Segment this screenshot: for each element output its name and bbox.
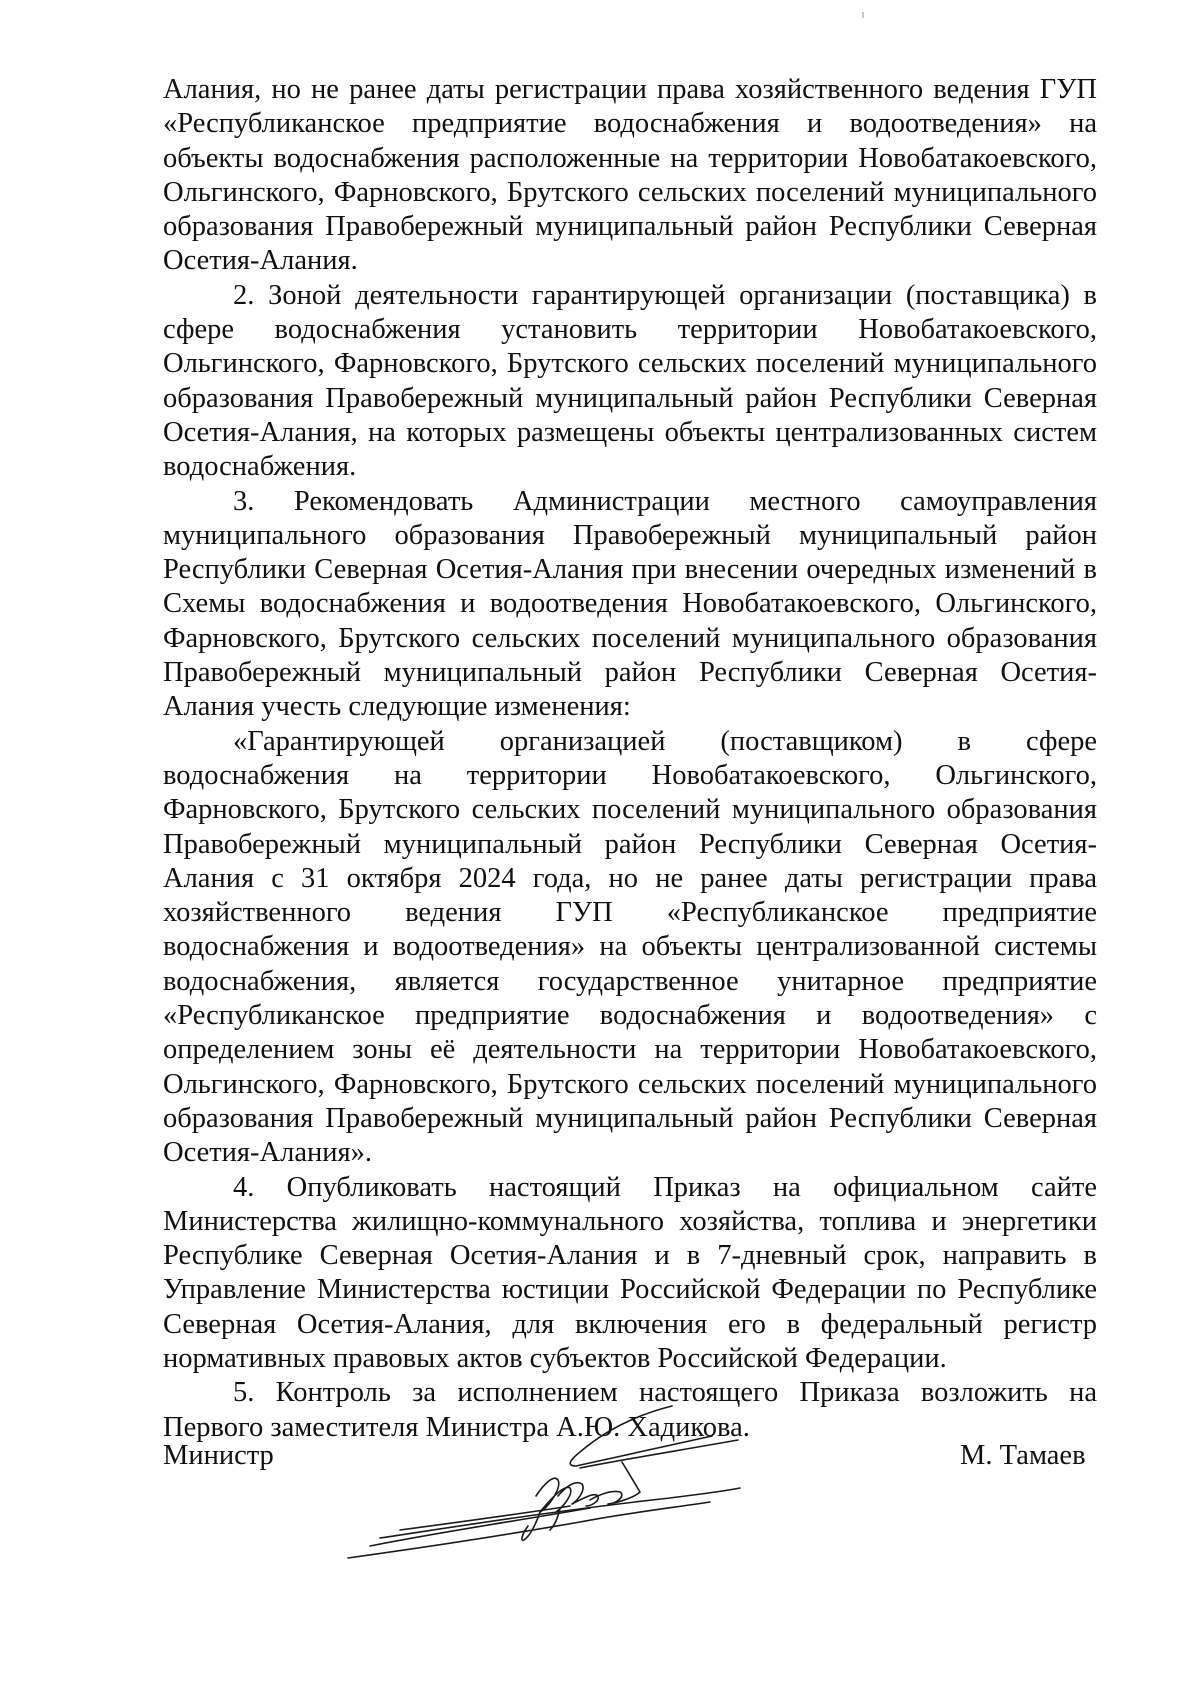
paragraph-1-continuation: Алания, но не ранее даты регистрации права хозяйственного ведения ГУП «Республиканское предприятие водоснабжения и водоотведения» на объекты водоснабжения расположенные на территории Новобатакоевского, Ольгинского, Фарновского, Брутского сельских поселений муниципального образования Правобережный муниципальный район Республики Северная Осетия-Алания. xyxy=(163,74,1097,277)
handwritten-signature xyxy=(340,1400,820,1630)
signatory-name: М. Тамаев xyxy=(960,1440,1086,1471)
paragraph-3-quoted-change: «Гарантирующей организацией (поставщиком) в сфере водоснабжения на территории Новобатакоевского, Ольгинского, Фарновского, Брутского сельских поселений муниципального образования Правобережный муниципальный район Республики Северная Осетия-Алания с 31 октября 2024 года, но не ранее даты регистрации права хозяйственного ведения ГУП «Республиканское предприятие водоснабжения и водоотведения» на объекты централизованной системы водоснабжения, является государственное унитарное предприятие «Республиканское предприятие водоснабжения и водоотведения» с определением зоны её деятельности на территории Новобатакоевского, Ольгинского, Фарновского, Брутского сельских поселений муниципального образования Правобережный муниципальный район Республики Северная Осетия-Алания». xyxy=(163,725,1097,1169)
paragraph-5: 5. Контроль за исполнением настоящего Приказа возложить на Первого заместителя Министра А.Ю. Хадикова. xyxy=(163,1377,1097,1443)
paragraph-2: 2. Зоной деятельности гарантирующей организации (поставщика) в сфере водоснабжения установить территории Новобатакоевского, Ольгинского, Фарновского, Брутского сельских поселений муниципального образования Правобережный муниципальный район Республики Северная Осетия-Алания, на которых размещены объекты централизованных систем водоснабжения. xyxy=(163,279,1097,483)
paragraph-3: 3. Рекомендовать Администрации местного самоуправления муниципального образования Правобережный муниципальный район Республики Северная Осетия-Алания при внесении очередных изменений в Схемы водоснабжения и водоотведения Новобатакоевского, Ольгинского, Фарновского, Брутского сельских поселений муниципального образования Правобережный муниципальный район Республики Северная Осетия-Алания учесть следующие изменения: xyxy=(163,485,1097,723)
signature-graphic xyxy=(340,1400,820,1630)
signatory-title: Министр xyxy=(163,1440,274,1471)
paragraph-4: 4. Опубликовать настоящий Приказ на официальном сайте Министерства жилищно-коммунального хозяйства, топлива и энергетики Республике Северная Осетия-Алания и в 7-дневный срок, направить в Управление Министерства юстиции Российской Федерации по Республике Северная Осетия-Алания, для включения его в федеральный регистр нормативных правовых актов субъектов Российской Федерации. xyxy=(163,1171,1097,1374)
order-body xyxy=(163,73,1097,1445)
scan-mark xyxy=(862,12,864,18)
